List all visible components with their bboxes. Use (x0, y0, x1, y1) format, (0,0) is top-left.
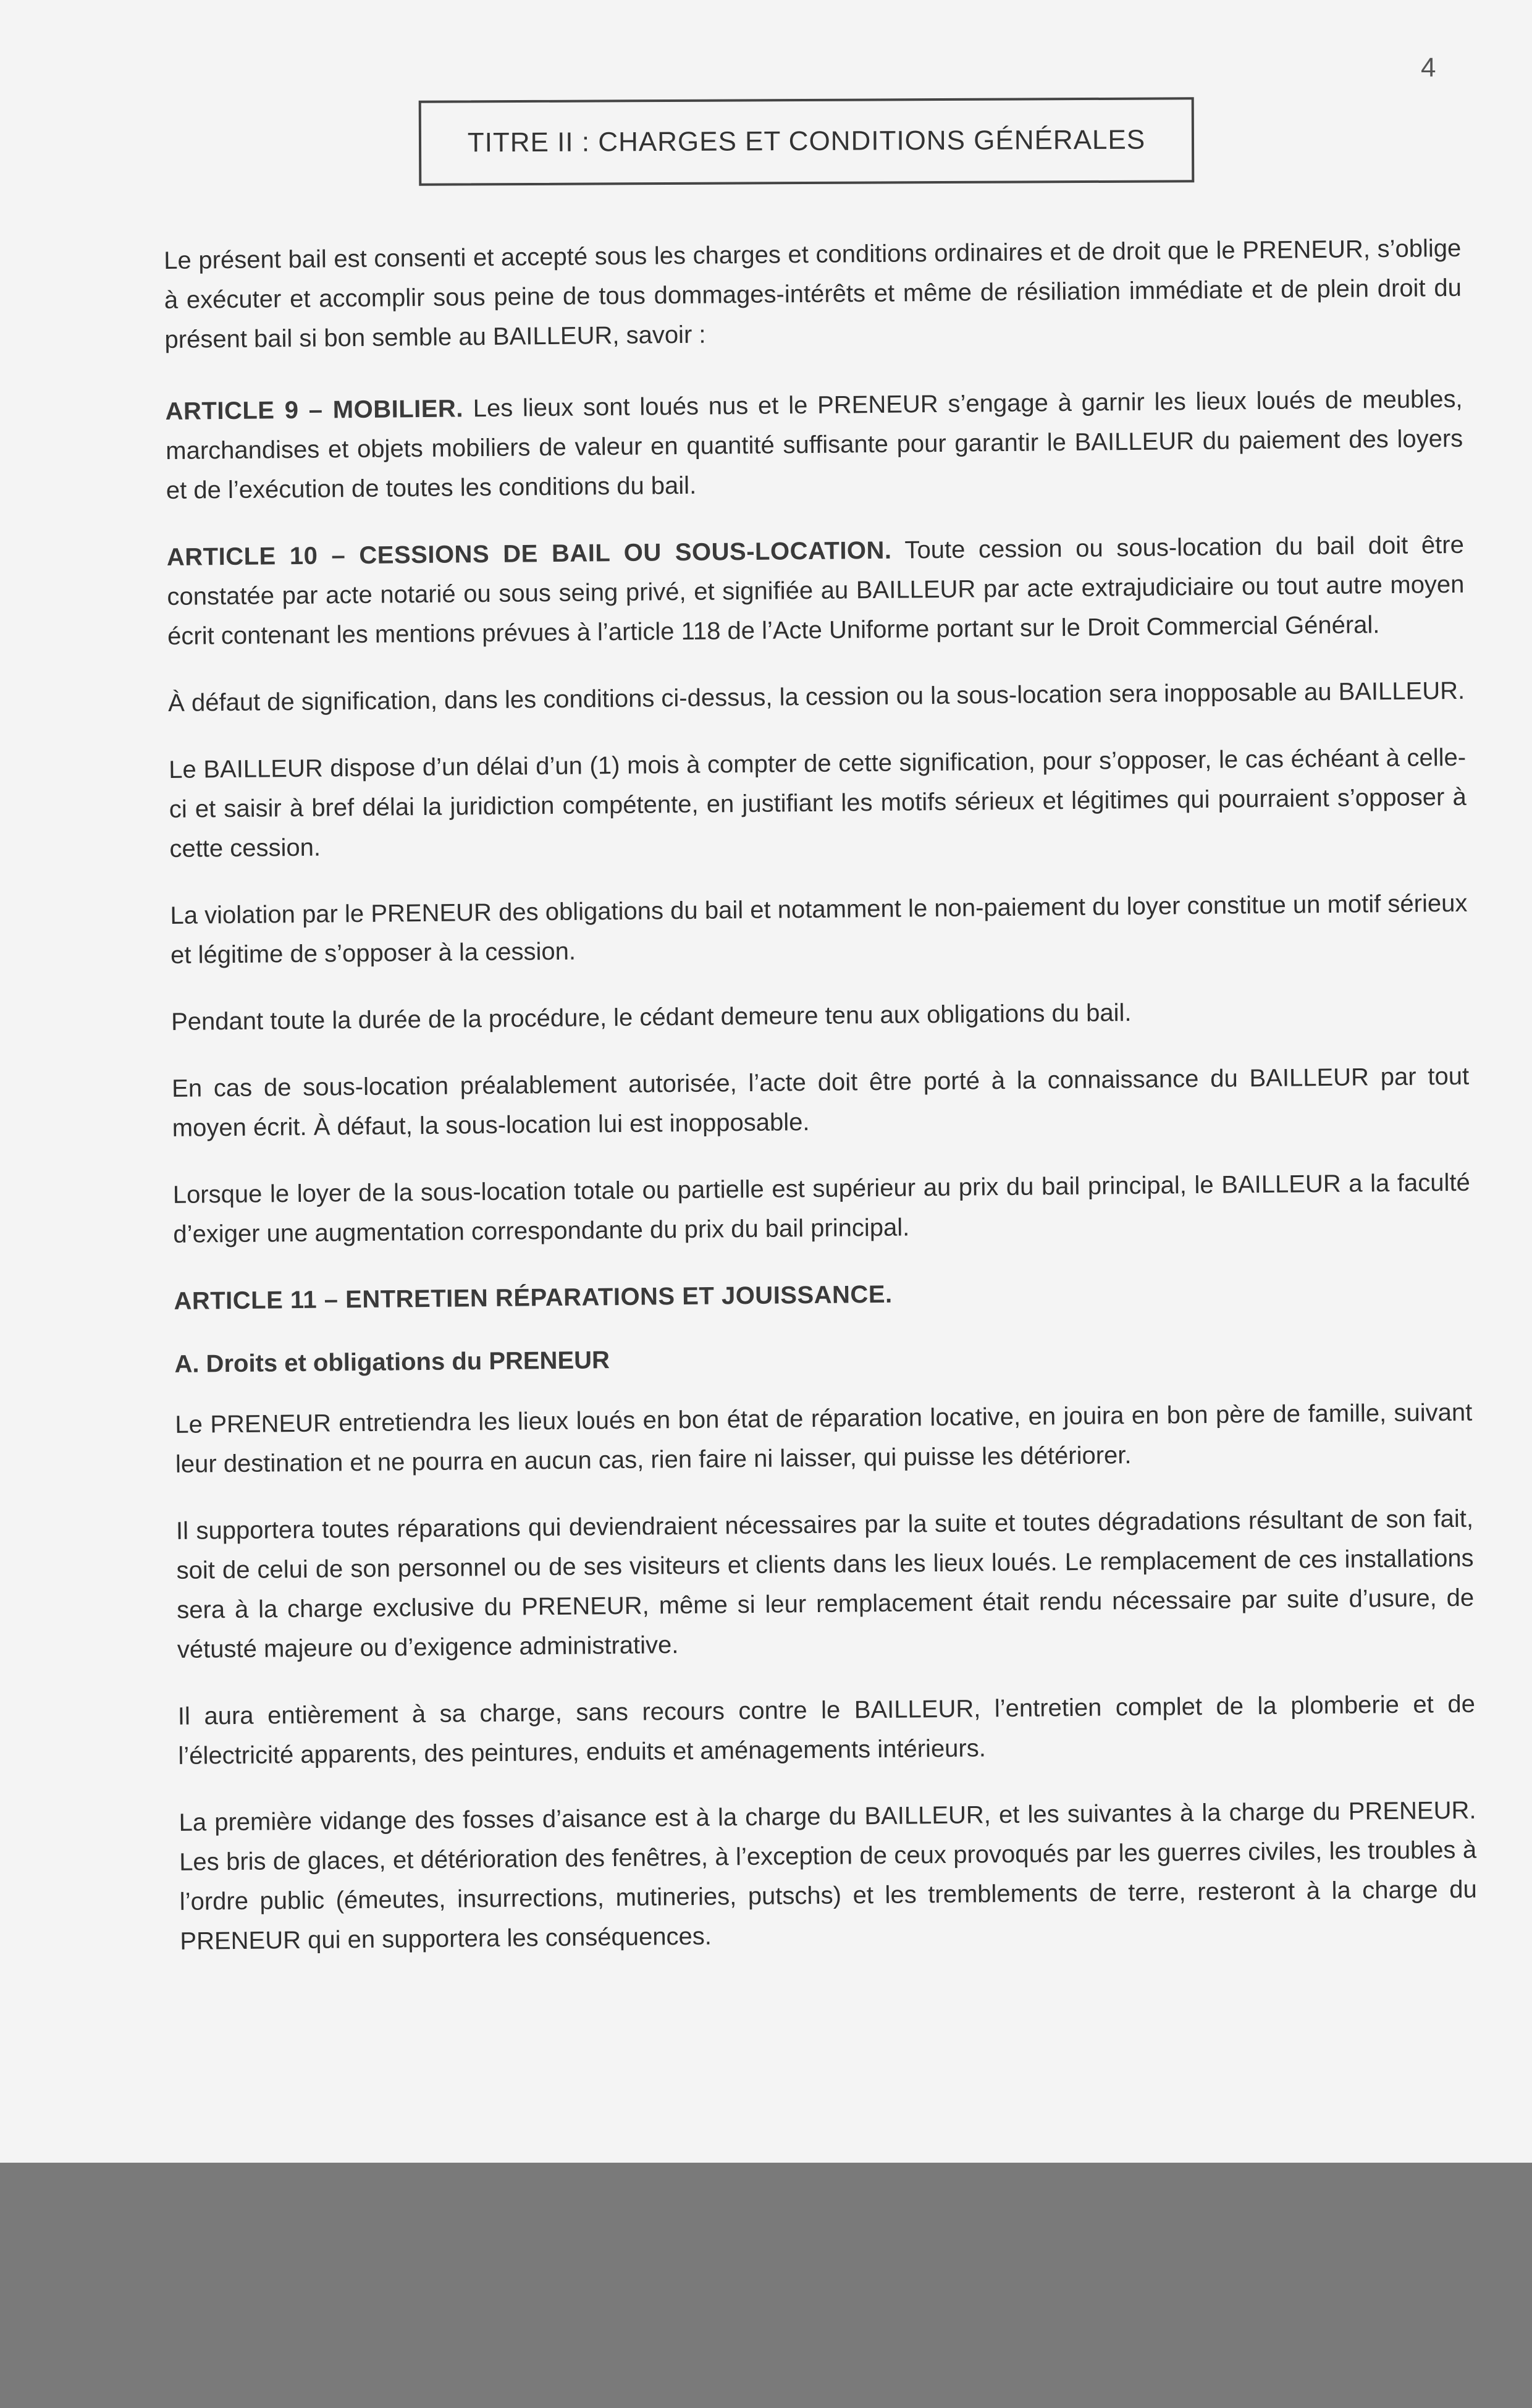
article-11-heading: ARTICLE 11 – ENTRETIEN RÉPARATIONS ET JOUISSANCE. (174, 1280, 893, 1315)
scan-background (0, 2163, 1532, 2408)
article-11-subheading: A. Droits et obligations du PRENEUR (174, 1346, 610, 1378)
article-11-paragraph: La première vidange des fosses d’aisance est à la charge du BAILLEUR, et les suivantes à la charge du PRENEUR. Les bris de glaces, et détérioration des fenêtres, à l’exception de ceux provoqués par les guerres civiles, les troubles à l’ordre public (émeutes, insurrections, mutineries, putschs) et les tremblements de terre, resteront à la charge du PRENEUR qui en supportera les conséquences. (179, 1796, 1477, 1955)
page-number: 4 (1421, 53, 1436, 83)
intro-paragraph: Le présent bail est consenti et accepté sous les charges et conditions ordinaires et de droit que le PRENEUR, s’oblige à exécuter et accomplir sous peine de tous dommages-intérêts et même de résiliation immédiate et de plein droit du présent bail si bon semble au BAILLEUR, savoir : (164, 234, 1462, 353)
article-11-paragraph: Il supportera toutes réparations qui deviendraient nécessaires par la suite et toutes dégradations résultant de son fait, soit de celui de son personnel ou de ses visiteurs et clients dans les lieux loués. Le remplacement de ces installations sera à la charge exclusive du PRENEUR, même si leur remplacement était rendu nécessaire par suite d’usure, de vétusté majeure ou d’exigence administrative. (175, 1505, 1475, 1663)
article-10-paragraph: Lorsque le loyer de la sous-location totale ou partielle est supérieur au prix du bail principal, le BAILLEUR a la faculté d’exiger une augmentation correspondante du prix du bail principal. (172, 1168, 1470, 1248)
article-9-heading: ARTICLE 9 – MOBILIER. (165, 395, 464, 425)
article-9 (165, 379, 1463, 510)
article-10-paragraph: À défaut de signification, dans les conditions ci-dessus, la cession ou la sous-location sera inopposable au BAILLEUR. (167, 677, 1465, 717)
document-title: TITRE II : CHARGES ET CONDITIONS GÉNÉRALES (467, 124, 1146, 158)
article-10-text: Toute cession ou sous-location du bail doit être constatée par acte notarié ou sous seing privé, et signifiée au BAILLEUR par acte extrajudiciaire ou tout autre moyen écrit contenant les mentions prévues à l’article 118 de l’Acte Uniforme portant sur le Droit Commercial Général. (167, 531, 1465, 650)
title-box (419, 97, 1195, 185)
article-10 (167, 525, 1465, 656)
article-10-paragraph: Le BAILLEUR dispose d’un délai d’un (1) mois à compter de cette signification, pour s’opposer, le cas échéant à celle-ci et saisir à bref délai la juridiction compétente, en justifiant les motifs sérieux et légitimes qui pourraient s’opposer à cette cession. (169, 743, 1467, 863)
article-10-paragraph: La violation par le PRENEUR des obligations du bail et notamment le non-paiement du loyer constitue un motif sérieux et légitime de s’opposer à la cession. (170, 889, 1468, 969)
document-body (164, 229, 1478, 1988)
article-10-paragraph: En cas de sous-location préalablement autorisée, l’acte doit être porté à la connaissance du BAILLEUR par tout moyen écrit. À défaut, la sous-location lui est inopposable. (171, 1062, 1470, 1142)
article-9-text: Les lieux sont loués nus et le PRENEUR s’engage à garnir les lieux loués de meubles, marchandises et objets mobiliers de valeur en quantité suffisante pour garantir le BAILLEUR du paiement des loyers et de l’exécution de toutes les conditions du bail. (166, 385, 1463, 504)
article-11-paragraph: Il aura entièrement à sa charge, sans recours contre le BAILLEUR, l’entretien complet de la plomberie et de l’électricité apparents, des peintures, enduits et aménagements intérieurs. (177, 1690, 1476, 1770)
article-10-paragraph: Pendant toute la durée de la procédure, le cédant demeure tenu aux obligations du bail. (170, 999, 1132, 1036)
article-11-paragraph: Le PRENEUR entretiendra les lieux loués en bon état de réparation locative, en jouira en bon père de famille, suivant leur destination et ne pourra en aucun cas, rien faire ni laisser, qui puisse les détériorer. (175, 1398, 1473, 1478)
article-10-heading: ARTICLE 10 – CESSIONS DE BAIL OU SOUS-LOCATION. (166, 536, 892, 571)
